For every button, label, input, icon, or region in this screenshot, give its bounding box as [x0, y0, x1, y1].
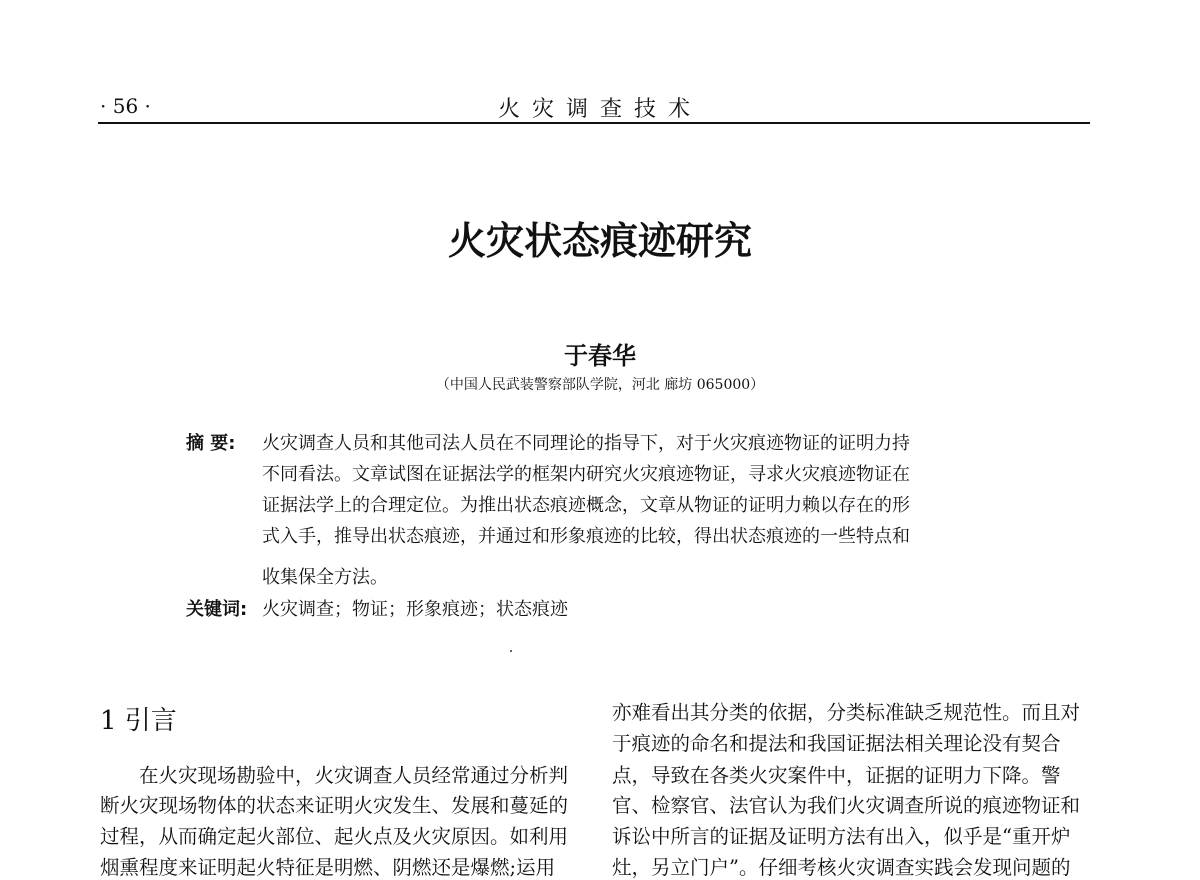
body-line: 于痕迹的命名和提法和我国证据法相关理论没有契合: [612, 732, 1061, 755]
keywords-label: 关键词:: [186, 599, 248, 620]
body-line: 灶，另立门户”。仔细考核火灾调查实践会发现问题的: [612, 856, 1071, 879]
abstract-line: 不同看法。文章试图在证据法学的框架内研究火灾痕迹物证，寻求火灾痕迹物证在: [262, 464, 910, 485]
keywords: 火灾调查；物证；形象痕迹；状态痕迹: [262, 599, 568, 620]
affiliation: （中国人民武装警察部队学院，河北 廊坊 065000）: [435, 377, 765, 393]
body-line: 烟熏程度来证明起火特征是明燃、阴燃还是爆燃;运用: [100, 856, 556, 879]
journal-header: 火灾调查技术: [497, 97, 702, 122]
abstract-line: 证据法学上的合理定位。为推出状态痕迹概念，文章从物证的证明力赖以存在的形: [262, 495, 910, 516]
abstract-line: 收集保全方法。: [262, 567, 388, 588]
body-line: 过程，从而确定起火部位、起火点及火灾原因。如利用: [100, 825, 569, 848]
paper-title: 火灾状态痕迹研究: [447, 219, 752, 263]
author: 于春华: [564, 341, 636, 370]
body-line: 在火灾现场勘验中，火灾调查人员经常通过分析判: [100, 764, 569, 787]
abstract-line: 火灾调查人员和其他司法人员在不同理论的指导下，对于火灾痕迹物证的证明力持: [262, 433, 910, 454]
scan-speck: [510, 650, 512, 652]
body-line: 诉讼中所言的证据及证明方法有出入，似乎是“重开炉: [612, 825, 1071, 848]
section-heading: 1 引言: [100, 706, 177, 736]
abstract-line: 式入手，推导出状态痕迹，并通过和形象痕迹的比较，得出状态痕迹的一些特点和: [262, 526, 910, 547]
abstract-label: 摘 要:: [186, 433, 236, 454]
body-line: 断火灾现场物体的状态来证明火灾发生、发展和蔓延的: [100, 794, 569, 817]
body-line: 亦难看出其分类的依据，分类标准缺乏规范性。而且对: [612, 701, 1081, 724]
body-line: 官、检察官、法官认为我们火灾调查所说的痕迹物证和: [612, 794, 1081, 817]
body-line: 点，导致在各类火灾案件中，证据的证明力下降。警: [612, 764, 1061, 787]
page-number: · 56 ·: [100, 94, 151, 118]
header-rule: [98, 122, 1090, 124]
